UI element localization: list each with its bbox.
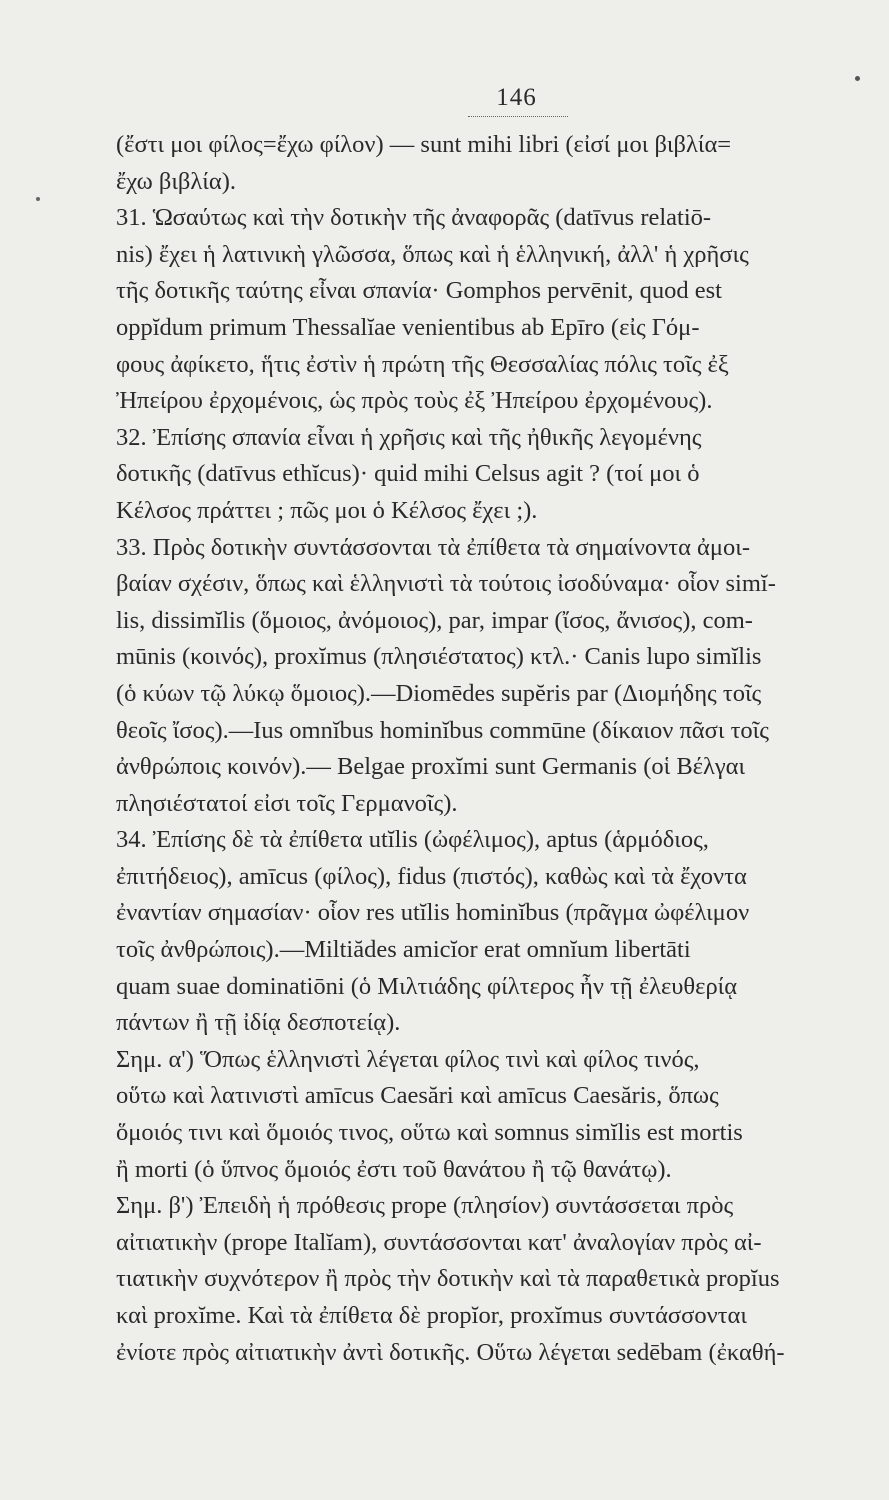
text-line: 32. Ἐπίσης σπανία εἶναι ἡ χρῆσις καὶ τῆς ἠθικῆς λεγομένης [116,423,702,451]
text-line: πλησιέστατοί εἰσι τοῖς Γερμανοῖς). [116,789,458,817]
ink-speck [36,197,40,201]
text-line: πάντων ἢ τῇ ἰδίᾳ δεσποτείᾳ). [116,1009,401,1037]
text-line: βαίαν σχέσιν, ὅπως καὶ ἑλληνιστὶ τὰ τούτοις ἰσοδύναμα· οἷον simĭ- [116,570,776,598]
text-line: αἰτιατικὴν (prope Italĭam), συντάσσονται κατ' ἀναλογίαν πρὸς αἰ- [116,1228,762,1256]
text-line: θεοῖς ἴσος).—Ius omnĭbus hominĭbus commūne (δίκαιον πᾶσι τοῖς [116,716,769,744]
text-line: oppĭdum primum Thessalĭae venientibus ab Epīro (εἰς Γόμ- [116,313,700,341]
text-line: nis) ἔχει ἡ λατινικὴ γλῶσσα, ὅπως καὶ ἡ ἑλληνική, ἀλλ' ἡ χρῆσις [116,240,749,268]
text-line: Σημ. β') Ἐπειδὴ ἡ πρόθεσις prope (πλησίον) συντάσσεται πρὸς [116,1192,734,1220]
text-line: τῆς δοτικῆς ταύτης εἶναι σπανία· Gomphos pervēnit, quod est [116,277,722,305]
text-line: Κέλσος πράττει ; πῶς μοι ὁ Κέλσος ἔχει ;). [116,496,538,524]
text-line: φους ἀφίκετο, ἥτις ἐστὶν ἡ πρώτη τῆς Θεσσαλίας πόλις τοῖς ἐξ [116,350,729,378]
header-rule [468,116,568,117]
text-line: οὕτω καὶ λατινιστὶ amīcus Caesări καὶ amīcus Caesăris, ὅπως [116,1082,719,1110]
text-line: ἀνθρώποις κοινόν).— Belgae proxĭmi sunt Germanis (οἱ Βέλγαι [116,753,746,781]
text-line: Σημ. α') Ὅπως ἑλληνιστὶ λέγεται φίλος τινὶ καὶ φίλος τινός, [116,1045,700,1073]
text-line: ἐνίοτε πρὸς αἰτιατικὴν ἀντὶ δοτικῆς. Οὕτω λέγεται sedēbam (ἐκαθή- [116,1338,785,1366]
ink-speck [855,76,860,81]
text-line: ἐπιτήδειος), amīcus (φίλος), fidus (πιστός), καθὼς καὶ τὰ ἔχοντα [116,862,747,890]
text-line: τοῖς ἀνθρώποις).—Miltiădes amicĭor erat omnĭum libertāti [116,936,691,964]
text-line: ἔχω βιβλία). [116,167,236,195]
text-line: mūnis (κοινός), proxĭmus (πλησιέστατος) κτλ.· Canis lupo simĭlis [116,643,762,671]
text-line: ἢ morti (ὁ ὕπνος ὅμοιός ἐστι τοῦ θανάτου ἢ τῷ θανάτῳ). [116,1155,672,1183]
text-line: (ὁ κύων τῷ λύκῳ ὅμοιος).—Diomēdes supĕris par (Διομήδης τοῖς [116,679,762,707]
text-line: καὶ proxĭme. Καὶ τὰ ἐπίθετα δὲ propĭor, proxĭmus συντάσσονται [116,1302,747,1329]
page-number: 146 [496,84,537,111]
text-line: ἐναντίαν σημασίαν· οἷον res utĭlis hominĭbus (πρᾶγμα ὠφέλιμον [116,899,750,927]
text-line: τιατικὴν συχνότερον ἢ πρὸς τὴν δοτικὴν καὶ τὰ παραθετικὰ propĭus [116,1265,780,1293]
text-line: 31. Ὡσαύτως καὶ τὴν δοτικὴν τῆς ἀναφορᾶς (datīvus relatiō- [116,204,712,232]
text-line: lis, dissimĭlis (ὅμοιος, ἀνόμοιος), par, impar (ἴσος, ἄνισος), com- [116,606,753,634]
text-line: Ἠπείρου ἐρχομένοις, ὡς πρὸς τοὺς ἐξ Ἠπείρου ἐρχομένους). [116,387,713,415]
text-line: δοτικῆς (datīvus ethĭcus)· quid mihi Celsus agit ? (τοί μοι ὁ [116,460,700,488]
text-line: 34. Ἐπίσης δὲ τὰ ἐπίθετα utĭlis (ὠφέλιμος), aptus (ἁρμόδιος, [116,826,709,854]
text-line: quam suae dominatiōni (ὁ Μιλτιάδης φίλτερος ἦν τῇ ἐλευθερίᾳ [116,972,738,1000]
text-line: 33. Πρὸς δοτικὴν συντάσσονται τὰ ἐπίθετα τὰ σημαίνοντα ἀμοι- [116,533,751,561]
body-text [116,127,876,1371]
text-line: ὅμοιός τινι καὶ ὅμοιός τινος, οὕτω καὶ somnus simĭlis est mortis [116,1119,743,1147]
text-line: (ἔστι μοι φίλος=ἔχω φίλον) — sunt mihi libri (εἰσί μοι βιβλία= [116,131,732,158]
